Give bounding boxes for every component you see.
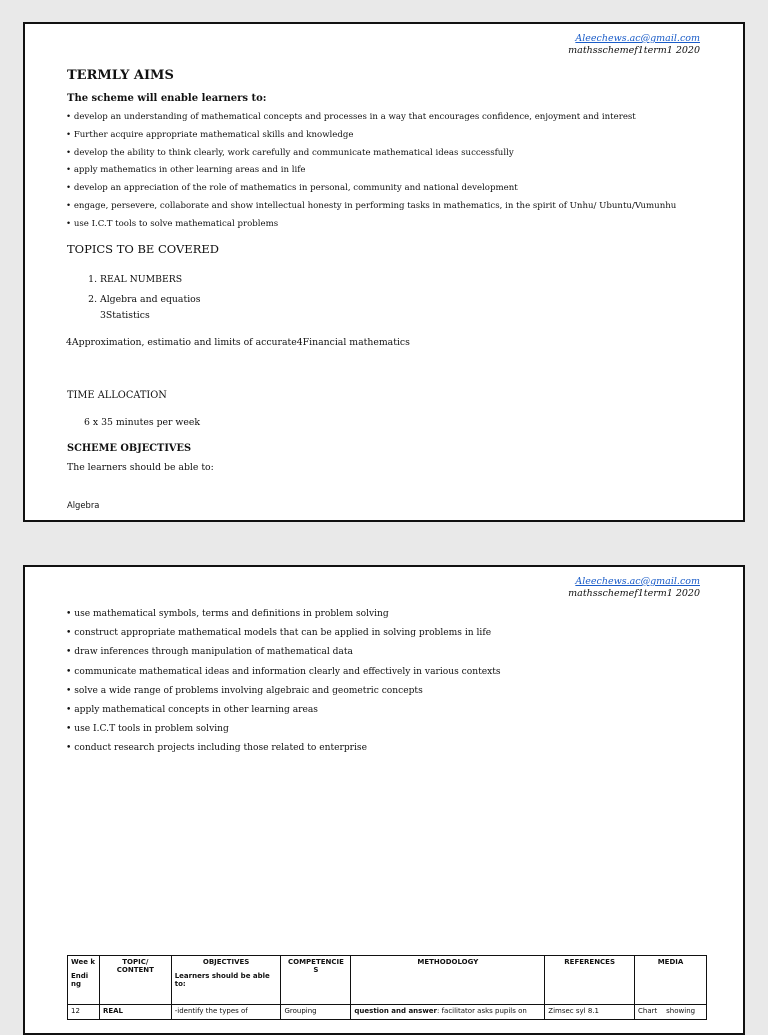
list-item: • construct appropriate mathematical models that can be applied in solving problems in life	[66, 624, 501, 643]
aims-intro: The scheme will enable learners to:	[67, 93, 267, 104]
week-label: Wee k	[71, 958, 96, 966]
algebra-label: Algebra	[67, 500, 100, 510]
scheme-objectives-heading: SCHEME OBJECTIVES	[67, 443, 192, 454]
cell-media: Chart showing	[635, 1005, 707, 1020]
document-reference: mathsschemef1term1 2020	[568, 588, 700, 599]
list-item: • apply mathematics in other learning areas and in life	[66, 162, 676, 180]
cell-competencies: Grouping	[281, 1005, 351, 1020]
page-header	[568, 33, 700, 57]
objectives-sub-label: Learners should be able to:	[174, 972, 270, 988]
topic-statistics: 3Statistics	[100, 310, 150, 321]
objectives-label: OBJECTIVES	[202, 958, 250, 966]
column-header-week	[68, 956, 100, 1005]
time-allocation-value: 6 x 35 minutes per week	[84, 417, 201, 428]
column-header-objectives	[171, 956, 281, 1005]
list-item: • apply mathematical concepts in other learning areas	[66, 701, 501, 720]
email-link[interactable]: Aleechews.ac@gmail.com	[575, 33, 700, 44]
list-item: • draw inferences through manipulation of mathematical data	[66, 643, 501, 662]
table-row	[68, 1005, 707, 1020]
week-sub-label: Endi ng	[71, 972, 89, 988]
cell-references: Zimsec syl 8.1	[545, 1005, 635, 1020]
scheme-table	[67, 955, 707, 1020]
list-item: • conduct research projects including those related to enterprise	[66, 739, 501, 758]
objectives-intro: The learners should be able to:	[67, 462, 214, 473]
list-item: • solve a wide range of problems involving algebraic and geometric concepts	[66, 682, 501, 701]
email-link[interactable]: Aleechews.ac@gmail.com	[575, 576, 700, 587]
time-allocation-heading: TIME ALLOCATION	[67, 390, 167, 401]
methodology-bold: question and answer	[354, 1007, 437, 1015]
table-header-row	[68, 956, 707, 1005]
list-item: • Further acquire appropriate mathematical skills and knowledge	[66, 127, 676, 145]
list-item: • use I.C.T tools in problem solving	[66, 720, 501, 739]
list-item: • use mathematical symbols, terms and definitions in problem solving	[66, 605, 501, 624]
list-item: 1. REAL NUMBERS	[100, 270, 201, 290]
cell-methodology	[351, 1005, 545, 1020]
cell-week: 12	[68, 1005, 100, 1020]
list-item: • engage, persevere, collaborate and show intellectual honesty in performing tasks in mathematics, in the spirit of Unhu/ Ubuntu/Vumunhu	[66, 198, 676, 216]
column-header-topic: TOPIC/ CONTENT	[99, 956, 171, 1005]
column-header-media: MEDIA	[635, 956, 707, 1005]
cell-objectives: -identify the types of	[171, 1005, 281, 1020]
document-page-1	[23, 22, 745, 522]
aims-list	[66, 109, 676, 234]
list-item: • communicate mathematical ideas and information clearly and effectively in various contexts	[66, 663, 501, 682]
column-header-competencies: COMPETENCIE S	[281, 956, 351, 1005]
termly-aims-heading: TERMLY AIMS	[67, 68, 174, 83]
objectives-list	[66, 605, 501, 759]
column-header-references: REFERENCES	[545, 956, 635, 1005]
column-header-methodology: METHODOLOGY	[351, 956, 545, 1005]
list-item: • develop the ability to think clearly, work carefully and communicate mathematical ideas successfully	[66, 145, 676, 163]
cell-topic: REAL	[99, 1005, 171, 1020]
document-page-2	[23, 565, 745, 1035]
topic-approximation: 4Approximation, estimatio and limits of accurate4Financial mathematics	[66, 337, 410, 348]
list-item: • use I.C.T tools to solve mathematical problems	[66, 216, 676, 234]
topics-list	[68, 270, 201, 309]
topics-heading: TOPICS TO BE COVERED	[67, 242, 219, 256]
methodology-text: : facilitator asks pupils on	[436, 1007, 527, 1015]
list-item: • develop an understanding of mathematical concepts and processes in a way that encourages confidence, enjoyment and interest	[66, 109, 676, 127]
list-item: • develop an appreciation of the role of mathematics in personal, community and national development	[66, 180, 676, 198]
page-header	[568, 576, 700, 600]
document-reference: mathsschemef1term1 2020	[568, 45, 700, 56]
list-item: 2. Algebra and equatios	[100, 290, 201, 310]
